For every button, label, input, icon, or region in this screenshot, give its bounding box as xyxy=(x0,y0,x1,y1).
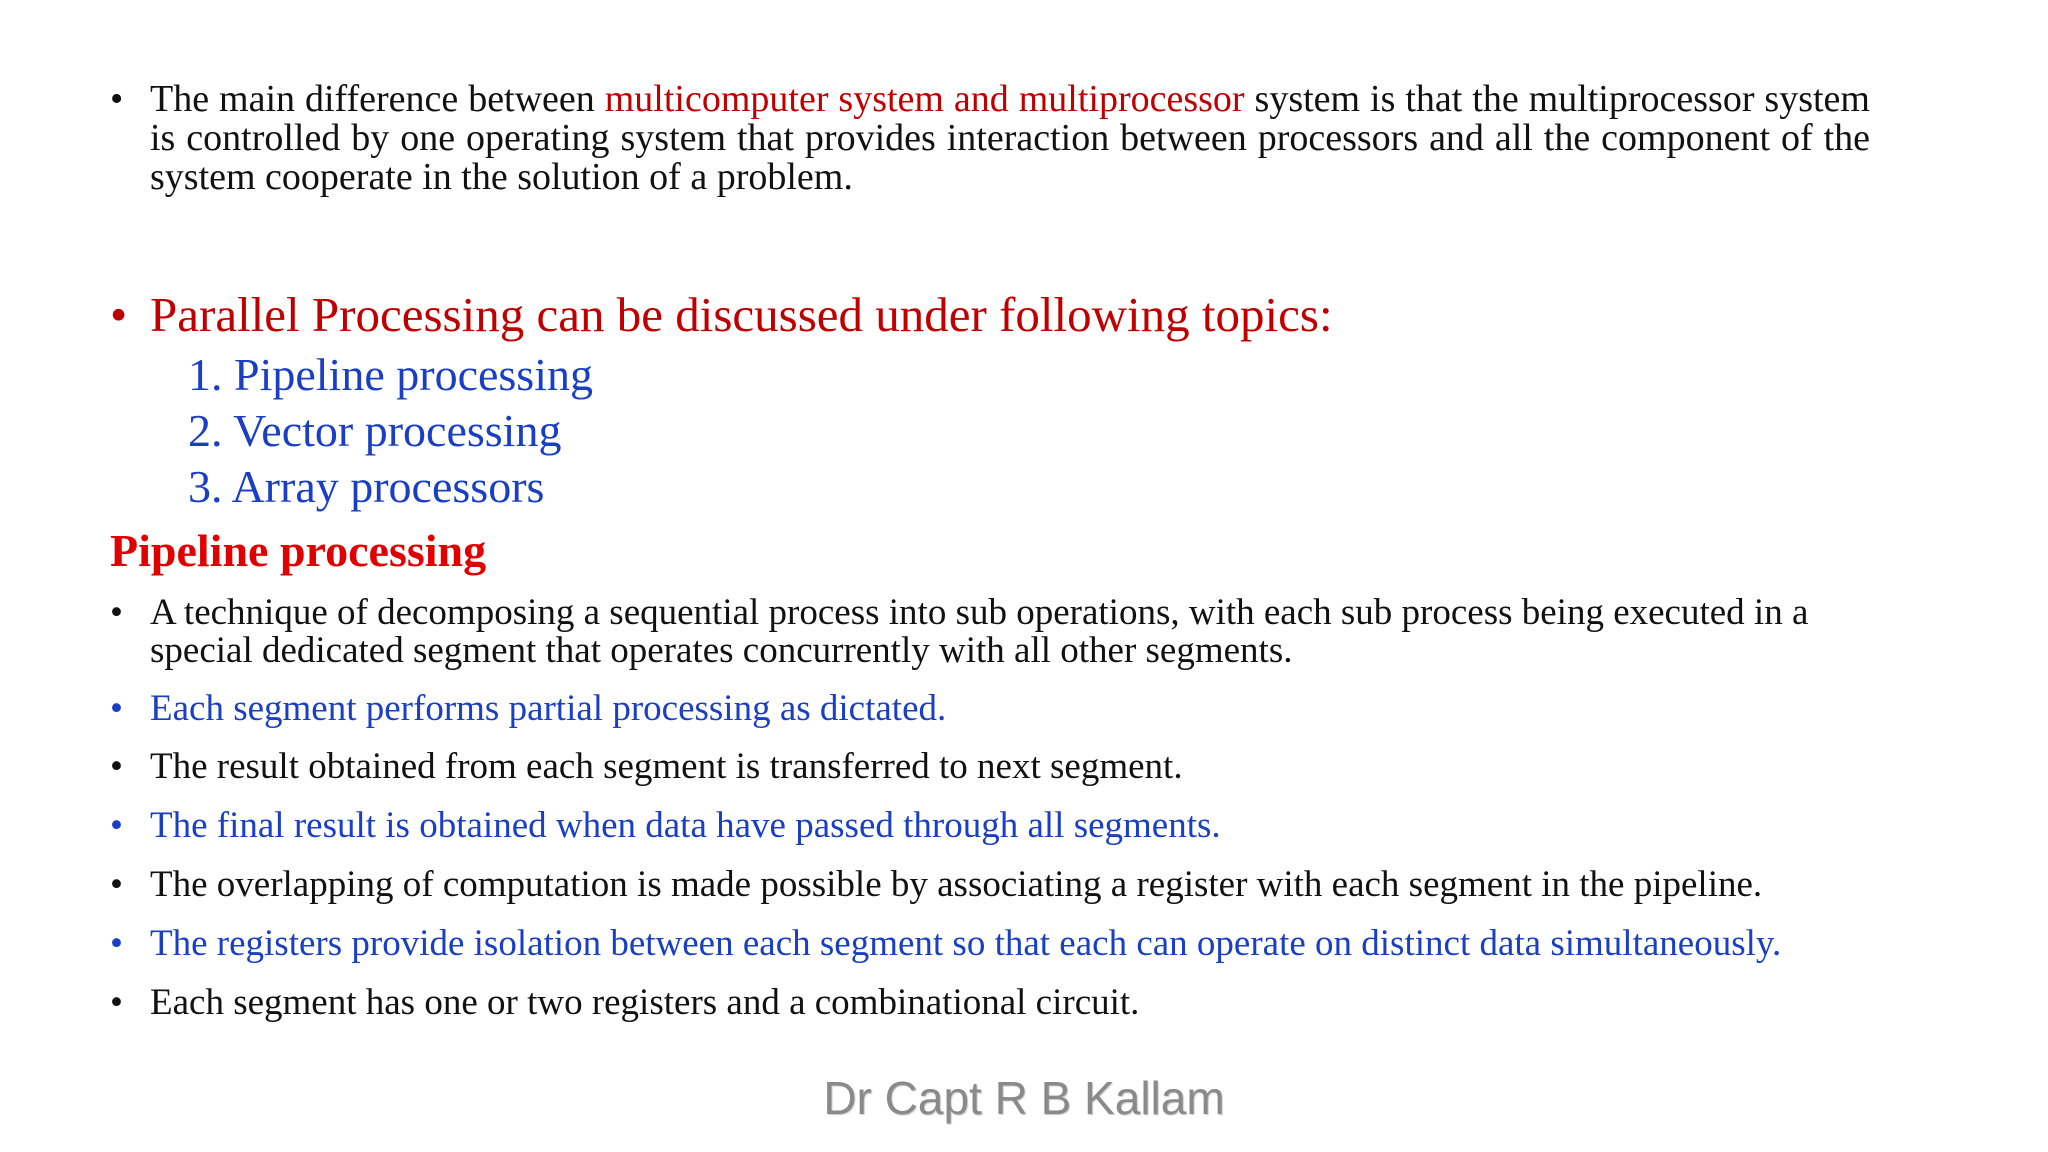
intro-text-before: The main difference between xyxy=(150,78,605,120)
topics-heading-row xyxy=(110,287,1870,343)
bullet-marker: • xyxy=(110,923,123,964)
pipeline-heading: Pipeline processing xyxy=(110,525,487,576)
pipeline-point-text: The final result is obtained when data have passed through all segments. xyxy=(150,805,1221,846)
bullet-marker: • xyxy=(110,805,123,846)
pipeline-point-1 xyxy=(110,594,1870,670)
topics-list xyxy=(188,347,593,515)
bullet-marker: • xyxy=(110,688,123,729)
pipeline-point-2 xyxy=(110,690,1870,728)
intro-text xyxy=(150,80,1870,197)
bullet-marker: • xyxy=(110,287,128,342)
topic-item-vector: 2. Vector processing xyxy=(188,405,562,456)
topic-item-pipeline: 1. Pipeline processing xyxy=(188,349,593,400)
pipeline-point-text: The overlapping of computation is made possible by associating a register with each segment in the pipeline. xyxy=(150,864,1763,905)
bullet-marker: • xyxy=(110,746,123,787)
bullet-marker: • xyxy=(110,982,123,1023)
pipeline-point-5 xyxy=(110,866,1870,904)
pipeline-point-text: The registers provide isolation between each segment so that each can operate on distinct data simultaneously. xyxy=(150,923,1782,964)
pipeline-point-6 xyxy=(110,925,1870,963)
bullet-marker: • xyxy=(110,78,124,120)
pipeline-point-4 xyxy=(110,807,1870,845)
topics-heading: Parallel Processing can be discussed under following topics: xyxy=(150,287,1333,342)
bullet-marker: • xyxy=(110,592,123,633)
pipeline-point-text: Each segment performs partial processing as dictated. xyxy=(150,688,947,729)
pipeline-point-7 xyxy=(110,984,1870,1022)
pipeline-point-text: Each segment has one or two registers and a combinational circuit. xyxy=(150,982,1140,1023)
footer-author: Dr Capt R B Kallam xyxy=(823,1072,1225,1124)
intro-text-after: system is that the multiprocessor system is controlled by one operating system that provides interaction between processors and all the component of the system cooperate in the solution of a problem. xyxy=(150,78,1870,198)
intro-text-highlight: multicomputer system and multiprocessor xyxy=(604,78,1245,120)
pipeline-point-text: A technique of decomposing a sequential process into sub operations, with each sub process being executed in a special dedicated segment that operates concurrently with all other segments. xyxy=(150,592,1809,671)
pipeline-point-text: The result obtained from each segment is transferred to next segment. xyxy=(150,746,1183,787)
topic-item-array: 3. Array processors xyxy=(188,461,545,512)
intro-paragraph xyxy=(110,80,1870,197)
pipeline-point-3 xyxy=(110,748,1870,786)
bullet-marker: • xyxy=(110,864,123,905)
